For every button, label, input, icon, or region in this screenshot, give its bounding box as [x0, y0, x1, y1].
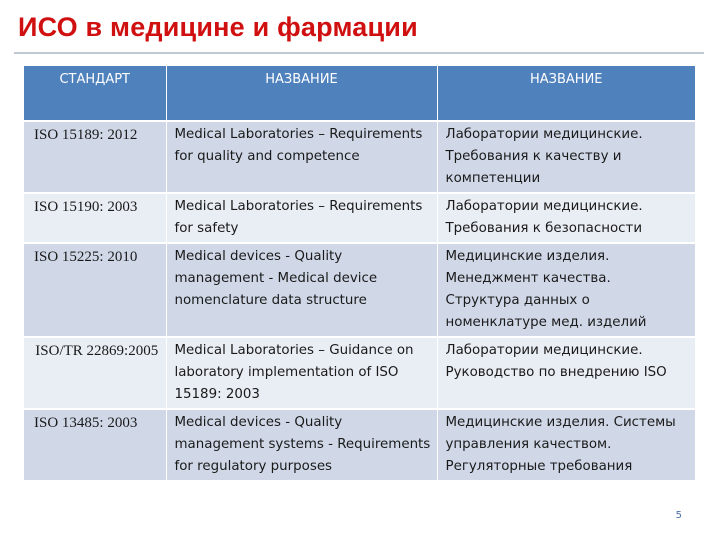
table-row — [24, 193, 695, 243]
standard-cell: ISO/TR 22869:2005 — [24, 337, 166, 409]
name-en-cell: Medical devices - Quality management - Medical device nomenclature data structure — [166, 243, 437, 337]
iso-standards-table — [24, 66, 695, 480]
table-row — [24, 337, 695, 409]
name-en-cell: Medical Laboratories – Guidance on laboratory implementation of ISO 15189: 2003 — [166, 337, 437, 409]
name-ru-cell: Медицинские изделия. Менеджмент качества. Структура данных о номенклатуре мед. изделий — [437, 243, 695, 337]
name-en-cell: Medical devices - Quality management systems - Requirements for regulatory purposes — [166, 409, 437, 480]
standard-cell: ISO 15190: 2003 — [24, 193, 166, 243]
standard-cell: ISO 15189: 2012 — [24, 121, 166, 193]
name-ru-cell: Лаборатории медицинские. Руководство по внедрению ISO — [437, 337, 695, 409]
name-en-cell: Medical Laboratories – Requirements for safety — [166, 193, 437, 243]
header-name-en: НАЗВАНИЕ — [166, 66, 437, 121]
name-ru-cell: Медицинские изделия. Системы управления качеством. Регуляторные требования — [437, 409, 695, 480]
page-number: 5 — [675, 510, 682, 521]
table-row — [24, 243, 695, 337]
name-en-cell: Medical Laboratories – Requirements for quality and competence — [166, 121, 437, 193]
table-row — [24, 409, 695, 480]
table-header-row — [24, 66, 695, 121]
standard-cell: ISO 13485: 2003 — [24, 409, 166, 480]
slide-title: ИСО в медицине и фармации — [18, 12, 418, 42]
name-ru-cell: Лаборатории медицинские. Требования к качеству и компетенции — [437, 121, 695, 193]
standard-cell: ISO 15225: 2010 — [24, 243, 166, 337]
header-standard: СТАНДАРТ — [24, 66, 166, 121]
name-ru-cell: Лаборатории медицинские. Требования к безопасности — [437, 193, 695, 243]
header-name-ru: НАЗВАНИЕ — [437, 66, 695, 121]
table-row — [24, 121, 695, 193]
title-divider — [14, 52, 704, 54]
